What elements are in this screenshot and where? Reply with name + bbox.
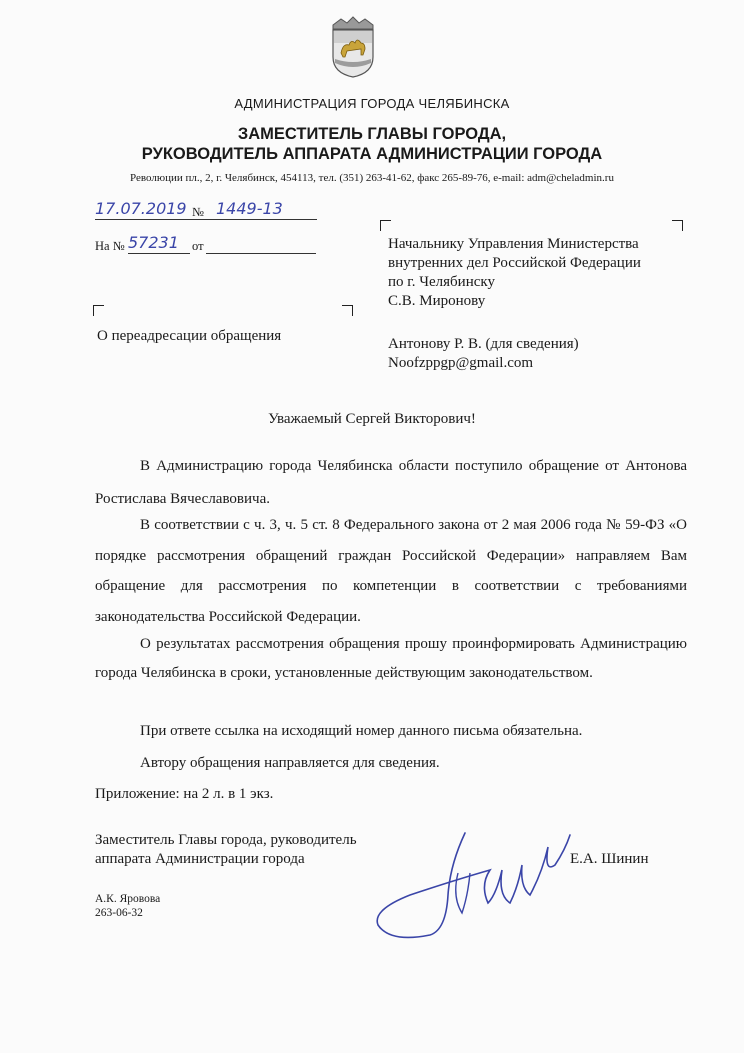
attachment-note: Приложение: на 2 л. в 1 экз. — [95, 786, 274, 802]
reply-number-underline — [128, 253, 190, 254]
organization-name: АДМИНИСТРАЦИЯ ГОРОДА ЧЕЛЯБИНСКА — [234, 96, 510, 111]
paragraph-2: В соответствии с ч. 3, ч. 5 ст. 8 Федерального закона от 2 мая 2006 года № 59-ФЗ «О порядке рассмотрения обращений граждан Российской Федерации» направляем Вам обращение для рассмотрения по компетенции в соответствии с требованиями законодательства Российской Федерации. — [95, 517, 687, 625]
number-label: № — [192, 205, 204, 219]
recipient-corner-left — [380, 220, 391, 231]
outgoing-date: 17.07.2019 — [95, 199, 187, 218]
recipient-line2: внутренних дел Российской Федерации — [388, 255, 641, 271]
cc-email: Noofzppgp@gmail.com — [388, 355, 534, 371]
paragraph-1: В Администрацию города Челябинска области поступило обращение от Антонова Ростислава Вячеславовича. — [95, 458, 687, 507]
cc-recipient: Антонову Р. В. (для сведения) — [388, 336, 579, 352]
signer-position-line2: аппарата Администрации города — [95, 851, 305, 867]
date-number-underline — [95, 219, 317, 220]
from-underline — [206, 253, 316, 254]
letterhead-title-line1: ЗАМЕСТИТЕЛЬ ГЛАВЫ ГОРОДА, — [237, 125, 507, 143]
executor-name: А.К. Яровова — [95, 893, 161, 905]
salutation: Уважаемый Сергей Викторович! — [268, 411, 476, 427]
recipient-line4: С.В. Миронову — [388, 293, 486, 309]
handwritten-signature — [370, 825, 580, 950]
subject-corner-right — [342, 305, 353, 316]
signer-name: Е.А. Шинин — [570, 851, 649, 867]
recipient-line1: Начальнику Управления Министерства — [388, 236, 639, 252]
letterhead-contacts: Революции пл., 2, г. Челябинск, 454113, тел. (351) 263-41-62, факс 265-89-76, e-mail: adm@cheladmin.ru — [130, 172, 614, 184]
paragraph-3: О результатах рассмотрения обращения прошу проинформировать Администрацию города Челябинска в сроки, установленные действующим законодательством. — [95, 636, 687, 681]
letter-subject: О переадресации обращения — [97, 328, 282, 344]
recipient-corner-right — [672, 220, 683, 231]
outgoing-number: 1449-13 — [216, 199, 283, 218]
recipient-line3: по г. Челябинску — [388, 274, 495, 290]
subject-corner-left — [93, 305, 104, 316]
reply-number: 57231 — [128, 233, 179, 252]
letterhead-title-line2: РУКОВОДИТЕЛЬ АППАРАТА АДМИНИСТРАЦИИ ГОРОДА — [141, 145, 603, 163]
paragraph-5: Автору обращения направляется для сведения. — [140, 755, 440, 771]
coat-of-arms-icon — [327, 13, 379, 79]
executor-phone: 263-06-32 — [95, 907, 143, 919]
reply-label: На № — [95, 239, 125, 253]
from-label: от — [192, 239, 204, 253]
paragraph-4: При ответе ссылка на исходящий номер данного письма обязательна. — [140, 723, 583, 739]
signer-position-line1: Заместитель Главы города, руководитель — [95, 832, 357, 848]
